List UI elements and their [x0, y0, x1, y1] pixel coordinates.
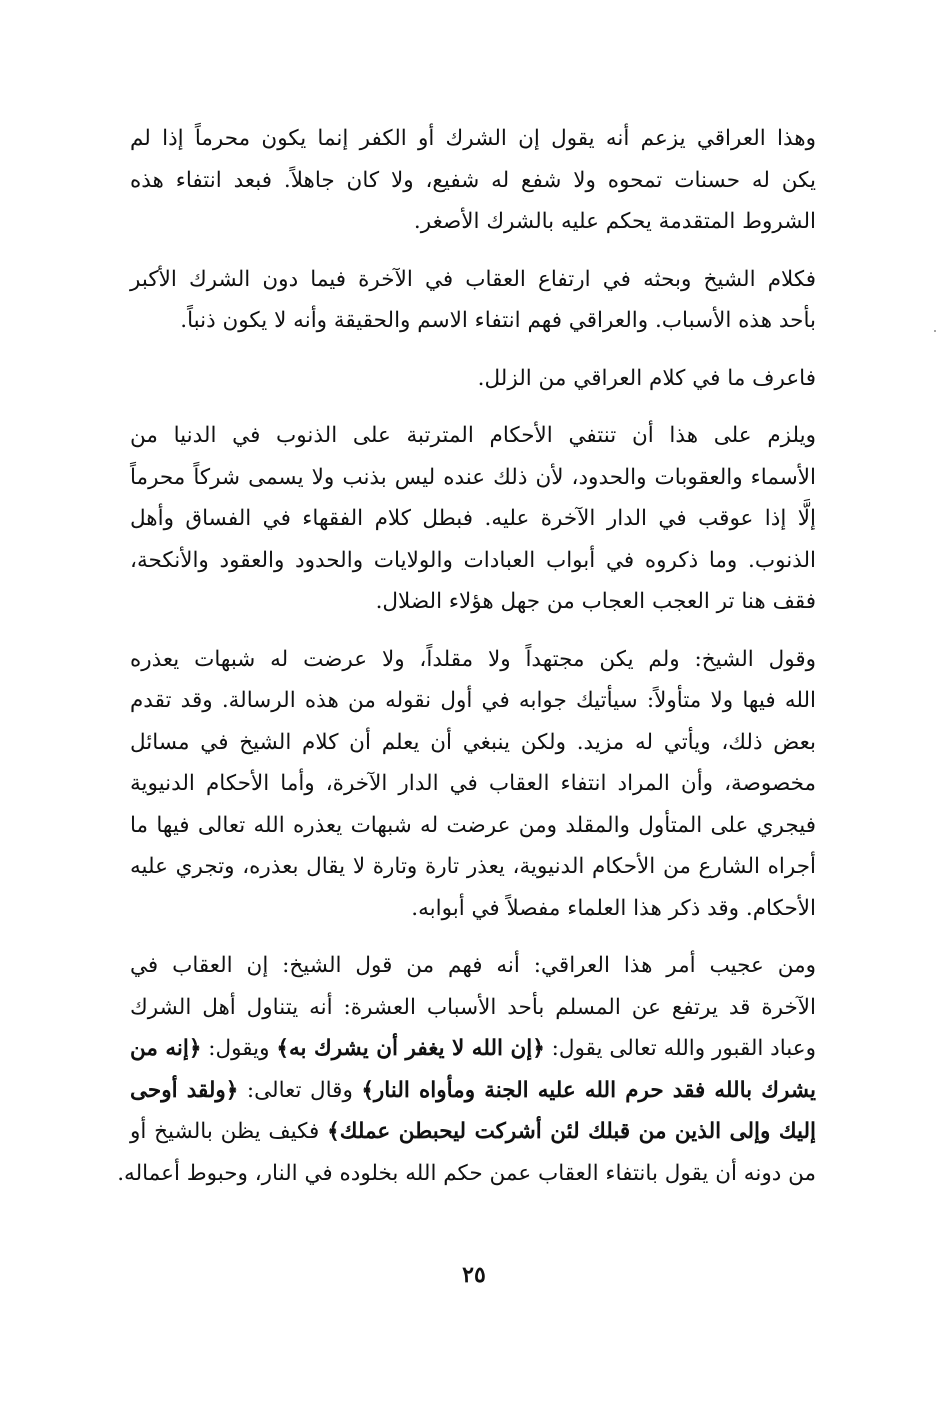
text-line: [130, 1111, 816, 1153]
text-line: الله فيها ولا متأولاً: سيأتيك جوابه في أول نقوله من هذه الرسالة. وقد تقدم: [130, 688, 816, 713]
text-line: الأحكام. وقد ذكر هذا العلماء مفصلاً في أبوابه.: [411, 895, 816, 921]
quran-quote: ﴿إنه من: [130, 1036, 202, 1061]
paragraph-3: [130, 358, 816, 400]
text-line: بأحد هذه الأسباب. والعراقي فهم انتفاء الاسم والحقيقة وأنه لا يكون ذنباً.: [180, 308, 816, 333]
text-line: ويلزم على هذا أن تنتفي الأحكام المترتبة على الذنوب في الدنيا من: [130, 423, 816, 448]
text-line: الذنوب. وما ذكروه في أبواب العبادات والولايات والحدود والعقود والأنكحة،: [130, 547, 816, 573]
text-line: الآخرة قد يرتفع عن المسلم بأحد الأسباب العشرة: أنه يتناول أهل الشرك: [130, 994, 816, 1020]
text-line: إلَّا إذا عوقب في الدار الآخرة عليه. فبطل كلام الفقهاء في الفساق وأهل: [130, 506, 816, 531]
text-run: فكيف يظن بالشيخ أو: [130, 1119, 328, 1144]
paragraph-2: [130, 259, 816, 342]
text-line: فقف هنا تر العجب العجاب من جهل هؤلاء الضلال.: [375, 589, 816, 614]
text-line: الشروط المتقدمة يحكم عليه بالشرك الأصغر.: [413, 209, 816, 234]
body-text: [117, 118, 817, 1210]
scan-speck: [934, 330, 936, 332]
text-run: وقال تعالى:: [238, 1077, 362, 1103]
quran-quote: يشرك بالله فقد حرم الله عليه الجنة ومأواه النار﴾: [361, 1077, 816, 1103]
quran-quote: إليك وإلى الذين من قبلك لئن أشركت ليحبطن عملك﴾: [327, 1119, 816, 1144]
paragraph-5: [130, 639, 816, 930]
paragraph-4: [130, 415, 816, 623]
text-line: مخصوصة، وأن المراد انتفاء العقاب في الدار الآخرة، وأما الأحكام الدنيوية: [130, 771, 816, 796]
text-line: الأسماء والعقوبات والحدود، لأن ذلك عنده ليس بذنب ولا يسمى شركاً محرماً: [130, 464, 816, 490]
text-line: [130, 1028, 816, 1070]
paragraph-6: [117, 945, 817, 1194]
text-line: فيجري على المتأول والمقلد ومن عرضت له شبهات يعذره الله تعالى فيها ما: [130, 812, 816, 838]
text-line: يكن له حسنات تمحوه ولا شفع له شفيع، ولا كان جاهلاً. فبعد انتفاء هذه: [130, 167, 816, 193]
text-line: فكلام الشيخ وبحثه في ارتفاع العقاب في الآخرة فيما دون الشرك الأكبر: [130, 266, 816, 292]
text-line: وقول الشيخ: ولم يكن مجتهداً ولا مقلداً، ولا عرضت له شبهات يعذره: [130, 646, 816, 672]
quran-quote: ﴿ولقد أوحى: [130, 1077, 239, 1103]
text-line: أجراه الشارع من الأحكام الدنيوية، يعذر تارة وتارة لا يقال بعذره، وتجري عليه: [130, 854, 816, 879]
text-run: ويقول:: [201, 1036, 277, 1061]
page-number: ٢٥: [462, 1262, 486, 1288]
paragraph-1: [130, 118, 816, 243]
quran-quote: ﴿إن الله لا يغفر أن يشرك به﴾: [276, 1036, 545, 1061]
text-line: من دونه أن يقول بانتفاء العقاب عمن حكم الله بخلوده في النار، وحبوط أعماله.: [117, 1160, 816, 1186]
text-line: ومن عجيب أمر هذا العراقي: أنه فهم من قول الشيخ: إن العقاب في: [130, 953, 816, 978]
text-line: فاعرف ما في كلام العراقي من الزلل.: [477, 365, 816, 391]
text-run: وعباد القبور والله تعالى يقول:: [544, 1036, 817, 1061]
text-line: وهذا العراقي يزعم أنه يقول إن الشرك أو الكفر إنما يكون محرماً إذا لم: [130, 126, 816, 151]
text-line: [130, 1070, 816, 1112]
text-line: بعض ذلك، ويأتي له مزيد. ولكن ينبغي أن يعلم أن كلام الشيخ في مسائل: [130, 729, 816, 755]
